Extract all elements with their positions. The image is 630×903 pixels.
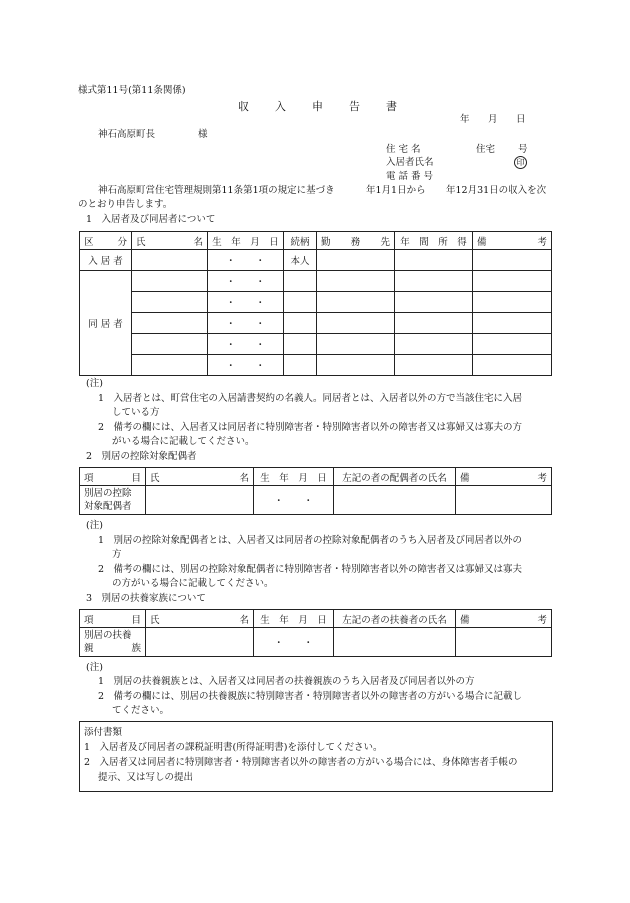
header-remarks: 備 考: [456, 468, 552, 486]
date-month-label: 月: [488, 114, 498, 125]
income-cell[interactable]: [395, 271, 473, 292]
name-cell[interactable]: [146, 486, 254, 515]
section2-heading: 2 別居の控除対象配偶者: [86, 451, 197, 462]
attachment-item2-line2: 提示、又は写しの提出: [98, 772, 194, 783]
notes1-head: (注): [86, 378, 103, 389]
income-cell[interactable]: [395, 292, 473, 313]
date-day-label: 日: [516, 114, 526, 125]
header-name: 氏 名: [146, 468, 254, 486]
header-birth: 生 年 月 日: [254, 468, 334, 486]
name-cell[interactable]: [132, 334, 208, 355]
birth-cell[interactable]: ・ ・: [254, 486, 334, 515]
birth-cell[interactable]: ・ ・: [208, 292, 284, 313]
income-cell[interactable]: [395, 313, 473, 334]
birth-cell[interactable]: ・ ・: [208, 271, 284, 292]
notes1-item2-line2: がいる場合に記載してください。: [112, 436, 255, 447]
notes2-item1-line1: 1 別居の控除対象配偶者とは、入居者又は同居者の控除対象配偶者のうち入居者及び同居者以外の: [98, 535, 523, 546]
notes3-item2-line2: てください。: [112, 705, 170, 716]
residence-suffix: 住宅: [476, 144, 496, 155]
birth-cell[interactable]: ・ ・: [208, 313, 284, 334]
notes2-item2-line1: 2 備考の欄には、別居の控除対象配偶者に特別障害者・特別障害者以外の障害者又は寡婦又は寡夫: [98, 564, 523, 575]
name-cell[interactable]: [146, 628, 254, 657]
seal-icon: 印: [514, 156, 527, 169]
birth-cell[interactable]: ・ ・: [208, 334, 284, 355]
resident-name-label: 入居者氏名: [386, 157, 434, 168]
remarks-cell[interactable]: [473, 292, 552, 313]
income-cell[interactable]: [395, 334, 473, 355]
table-header-row: [80, 232, 552, 250]
table-row: [80, 486, 552, 515]
dependents-table: [79, 609, 552, 657]
section1-heading: 1 入居者及び同居者について: [86, 214, 216, 225]
work-cell[interactable]: [317, 313, 395, 334]
intro-line1-b: 年1月1日から: [366, 185, 426, 196]
name-cell[interactable]: [132, 271, 208, 292]
remarks-cell[interactable]: [473, 271, 552, 292]
header-remarks: 備 考: [456, 610, 552, 628]
row-label-dependents: 別居の扶養 親 族: [80, 628, 146, 657]
header-item: 項 目: [80, 468, 146, 486]
relation-cell[interactable]: [284, 292, 317, 313]
birth-cell[interactable]: ・ ・: [254, 628, 334, 657]
table-row: [80, 355, 552, 376]
row-label-cohabitant: 同 居 者: [80, 271, 132, 376]
table-row: [80, 334, 552, 355]
table-row: [80, 271, 552, 292]
birth-cell[interactable]: ・ ・: [208, 250, 284, 271]
addressee: 神石高原町長: [98, 129, 156, 140]
section3-heading: 3 別居の扶養家族について: [86, 593, 206, 604]
income-cell[interactable]: [395, 250, 473, 271]
header-birth: 生 年 月 日: [208, 232, 284, 250]
notes1-item2-line1: 2 備考の欄には、入居者又は同居者に特別障害者・特別障害者以外の障害者又は寡婦又は寡夫の方: [98, 422, 523, 433]
header-category: 区 分: [80, 232, 132, 250]
spouse-table: [79, 467, 552, 515]
seal-mark: [514, 156, 527, 169]
header-work: 勤 務 先: [317, 232, 395, 250]
notes3-head: (注): [86, 662, 103, 673]
form-number: 様式第11号(第11条関係): [78, 85, 186, 96]
attachment-item1: 1 入居者及び同居者の課税証明書(所得証明書)を添付してください。: [84, 742, 383, 753]
attachments-title: 添付書類: [84, 727, 123, 738]
work-cell[interactable]: [317, 250, 395, 271]
form-title: [238, 98, 397, 114]
notes1-item1-line1: 1 入居者とは、町営住宅の入居請書契約の名義人。同居者とは、入居者以外の方で当該住宅に入居: [98, 393, 523, 404]
header-birth: 生 年 月 日: [254, 610, 334, 628]
header-income: 年 間 所 得: [395, 232, 473, 250]
work-cell[interactable]: [317, 355, 395, 376]
phone-label: 電 話 番 号: [386, 171, 434, 182]
residence-label: 住 宅 名: [386, 144, 421, 155]
header-name: 氏 名: [146, 610, 254, 628]
relation-cell[interactable]: [284, 334, 317, 355]
header-spouse-name: 左記の者の配偶者の氏名: [334, 468, 456, 486]
name-cell[interactable]: [132, 292, 208, 313]
work-cell[interactable]: [317, 271, 395, 292]
row-label-resident: 入 居 者: [80, 250, 132, 271]
residence-number-label: 号: [518, 144, 528, 155]
title-char: 収: [238, 100, 249, 113]
addressee-suffix: 様: [198, 129, 208, 140]
intro-line1-c: 年12月31日の収入を次: [446, 185, 547, 196]
title-char: 告: [349, 100, 360, 113]
remarks-cell[interactable]: [456, 628, 552, 657]
relation-cell[interactable]: [284, 313, 317, 334]
remarks-cell[interactable]: [473, 313, 552, 334]
title-char: 書: [386, 100, 397, 113]
relation-cell: 本人: [284, 250, 317, 271]
title-char: 申: [312, 100, 323, 113]
row-label-spouse: 別居の控除 対象配偶者: [80, 486, 146, 515]
remarks-cell[interactable]: [473, 355, 552, 376]
notes3-item2-line1: 2 備考の欄には、別居の扶養親族に特別障害者・特別障害者以外の障害者の方がいる場合に記載し: [98, 691, 523, 702]
intro-line2: のとおり申告します。: [78, 199, 173, 210]
attachment-item2-line1: 2 入居者又は同居者に特別障害者・特別障害者以外の障害者の方がいる場合には、身体障害者手帳の: [84, 757, 518, 768]
header-relation: 続柄: [284, 232, 317, 250]
notes3-item1: 1 別居の扶養親族とは、入居者又は同居者の扶養親族のうち入居者及び同居者以外の方: [98, 676, 475, 687]
work-cell[interactable]: [317, 334, 395, 355]
birth-cell[interactable]: ・ ・: [208, 355, 284, 376]
header-remarks: 備 考: [473, 232, 552, 250]
supporter-name-cell[interactable]: [334, 628, 456, 657]
attachments-box: [79, 721, 553, 792]
table-header-row: [80, 468, 552, 486]
table-row: [80, 292, 552, 313]
date-year-label: 年: [460, 114, 470, 125]
notes1-item1-line2: している方: [112, 407, 160, 418]
resident-table: [79, 231, 552, 376]
remarks-cell[interactable]: [456, 486, 552, 515]
header-supporter-name: 左記の者の扶養者の氏名: [334, 610, 456, 628]
name-cell[interactable]: [132, 313, 208, 334]
spouse-name-cell[interactable]: [334, 486, 456, 515]
relation-cell[interactable]: [284, 355, 317, 376]
remarks-cell[interactable]: [473, 250, 552, 271]
notes2-item2-line2: の方がいる場合に記載してください。: [112, 578, 274, 589]
notes2-item1-line2: 方: [112, 549, 122, 560]
name-cell[interactable]: [132, 355, 208, 376]
remarks-cell[interactable]: [473, 334, 552, 355]
name-cell[interactable]: [132, 250, 208, 271]
header-item: 項 目: [80, 610, 146, 628]
table-row: [80, 628, 552, 657]
income-cell[interactable]: [395, 355, 473, 376]
notes2-head: (注): [86, 520, 103, 531]
header-name: 氏 名: [132, 232, 208, 250]
intro-line1-a: 神石高原町営住宅管理規則第11条第1項の規定に基づき: [98, 185, 335, 196]
work-cell[interactable]: [317, 292, 395, 313]
table-row: [80, 313, 552, 334]
title-char: 入: [275, 100, 286, 113]
relation-cell[interactable]: [284, 271, 317, 292]
table-header-row: [80, 610, 552, 628]
table-row: [80, 250, 552, 271]
